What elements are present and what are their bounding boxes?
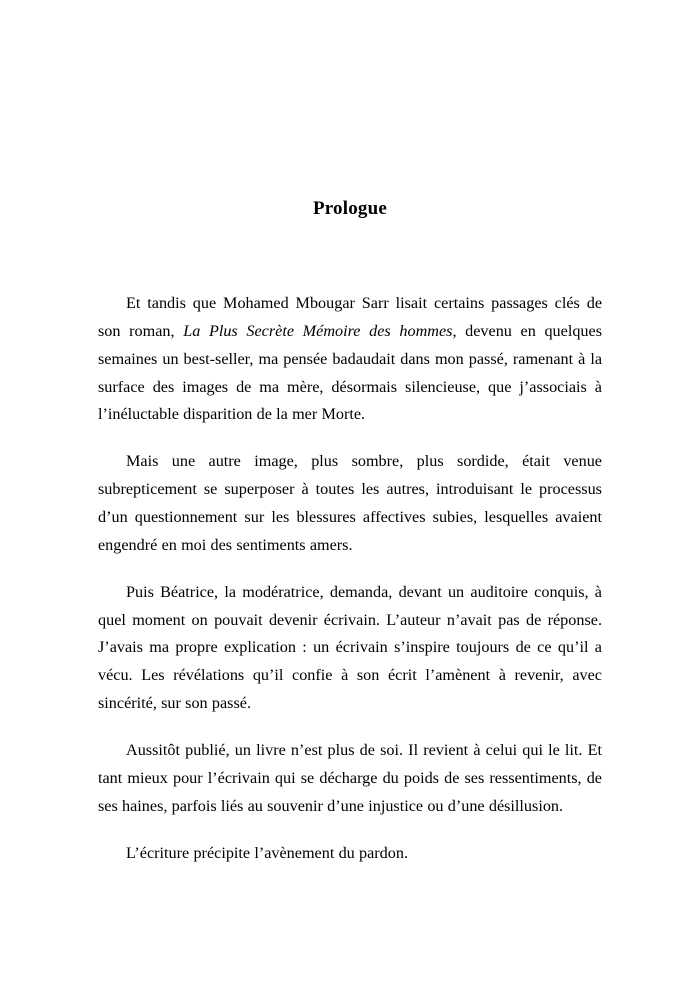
paragraph: L’écriture précipite l’avènement du pardon. <box>126 843 409 862</box>
paragraph: Et tandis que Mohamed Mbougar Sarr lisait certains passages clés de son roman, La Plus Secrète Mémoire des hommes, devenu en quelques semaines un best-seller, ma pensée badaudait dans mon passé, ramenant à la surface des images de ma mère, désormais silencieuse, que j’associais à l’inéluctable disparition de la mer Morte. <box>98 294 603 424</box>
body-text <box>98 290 602 867</box>
paragraph: Mais une autre image, plus sombre, plus sordide, était venue subrepticement se superposer à toutes les autres, introduisant le processus d’un questionnement sur les blessures affectives subies, lesquelles avaient engendré en moi des sentiments amers. <box>98 452 602 554</box>
paragraph: Puis Béatrice, la modératrice, demanda, devant un auditoire conquis, à quel moment on pouvait devenir écrivain. L’auteur n’avait pas de réponse. J’avais ma propre explication : un écrivain s’inspire toujours de ce qu’il a vécu. Les révélations qu’il confie à son écrit l’amènent à revenir, avec sincérité, sur son passé. <box>98 582 602 713</box>
paragraph: Aussitôt publié, un livre n’est plus de soi. Il revient à celui qui le lit. Et tant mieux pour l’écrivain qui se décharge du poids de ses ressentiments, de ses haines, parfois liés au souvenir d’une injustice ou d’une désillusion. <box>98 741 602 815</box>
page-title: Prologue <box>312 198 388 219</box>
book-title: La Plus Secrète Mémoire des hommes <box>183 321 453 340</box>
